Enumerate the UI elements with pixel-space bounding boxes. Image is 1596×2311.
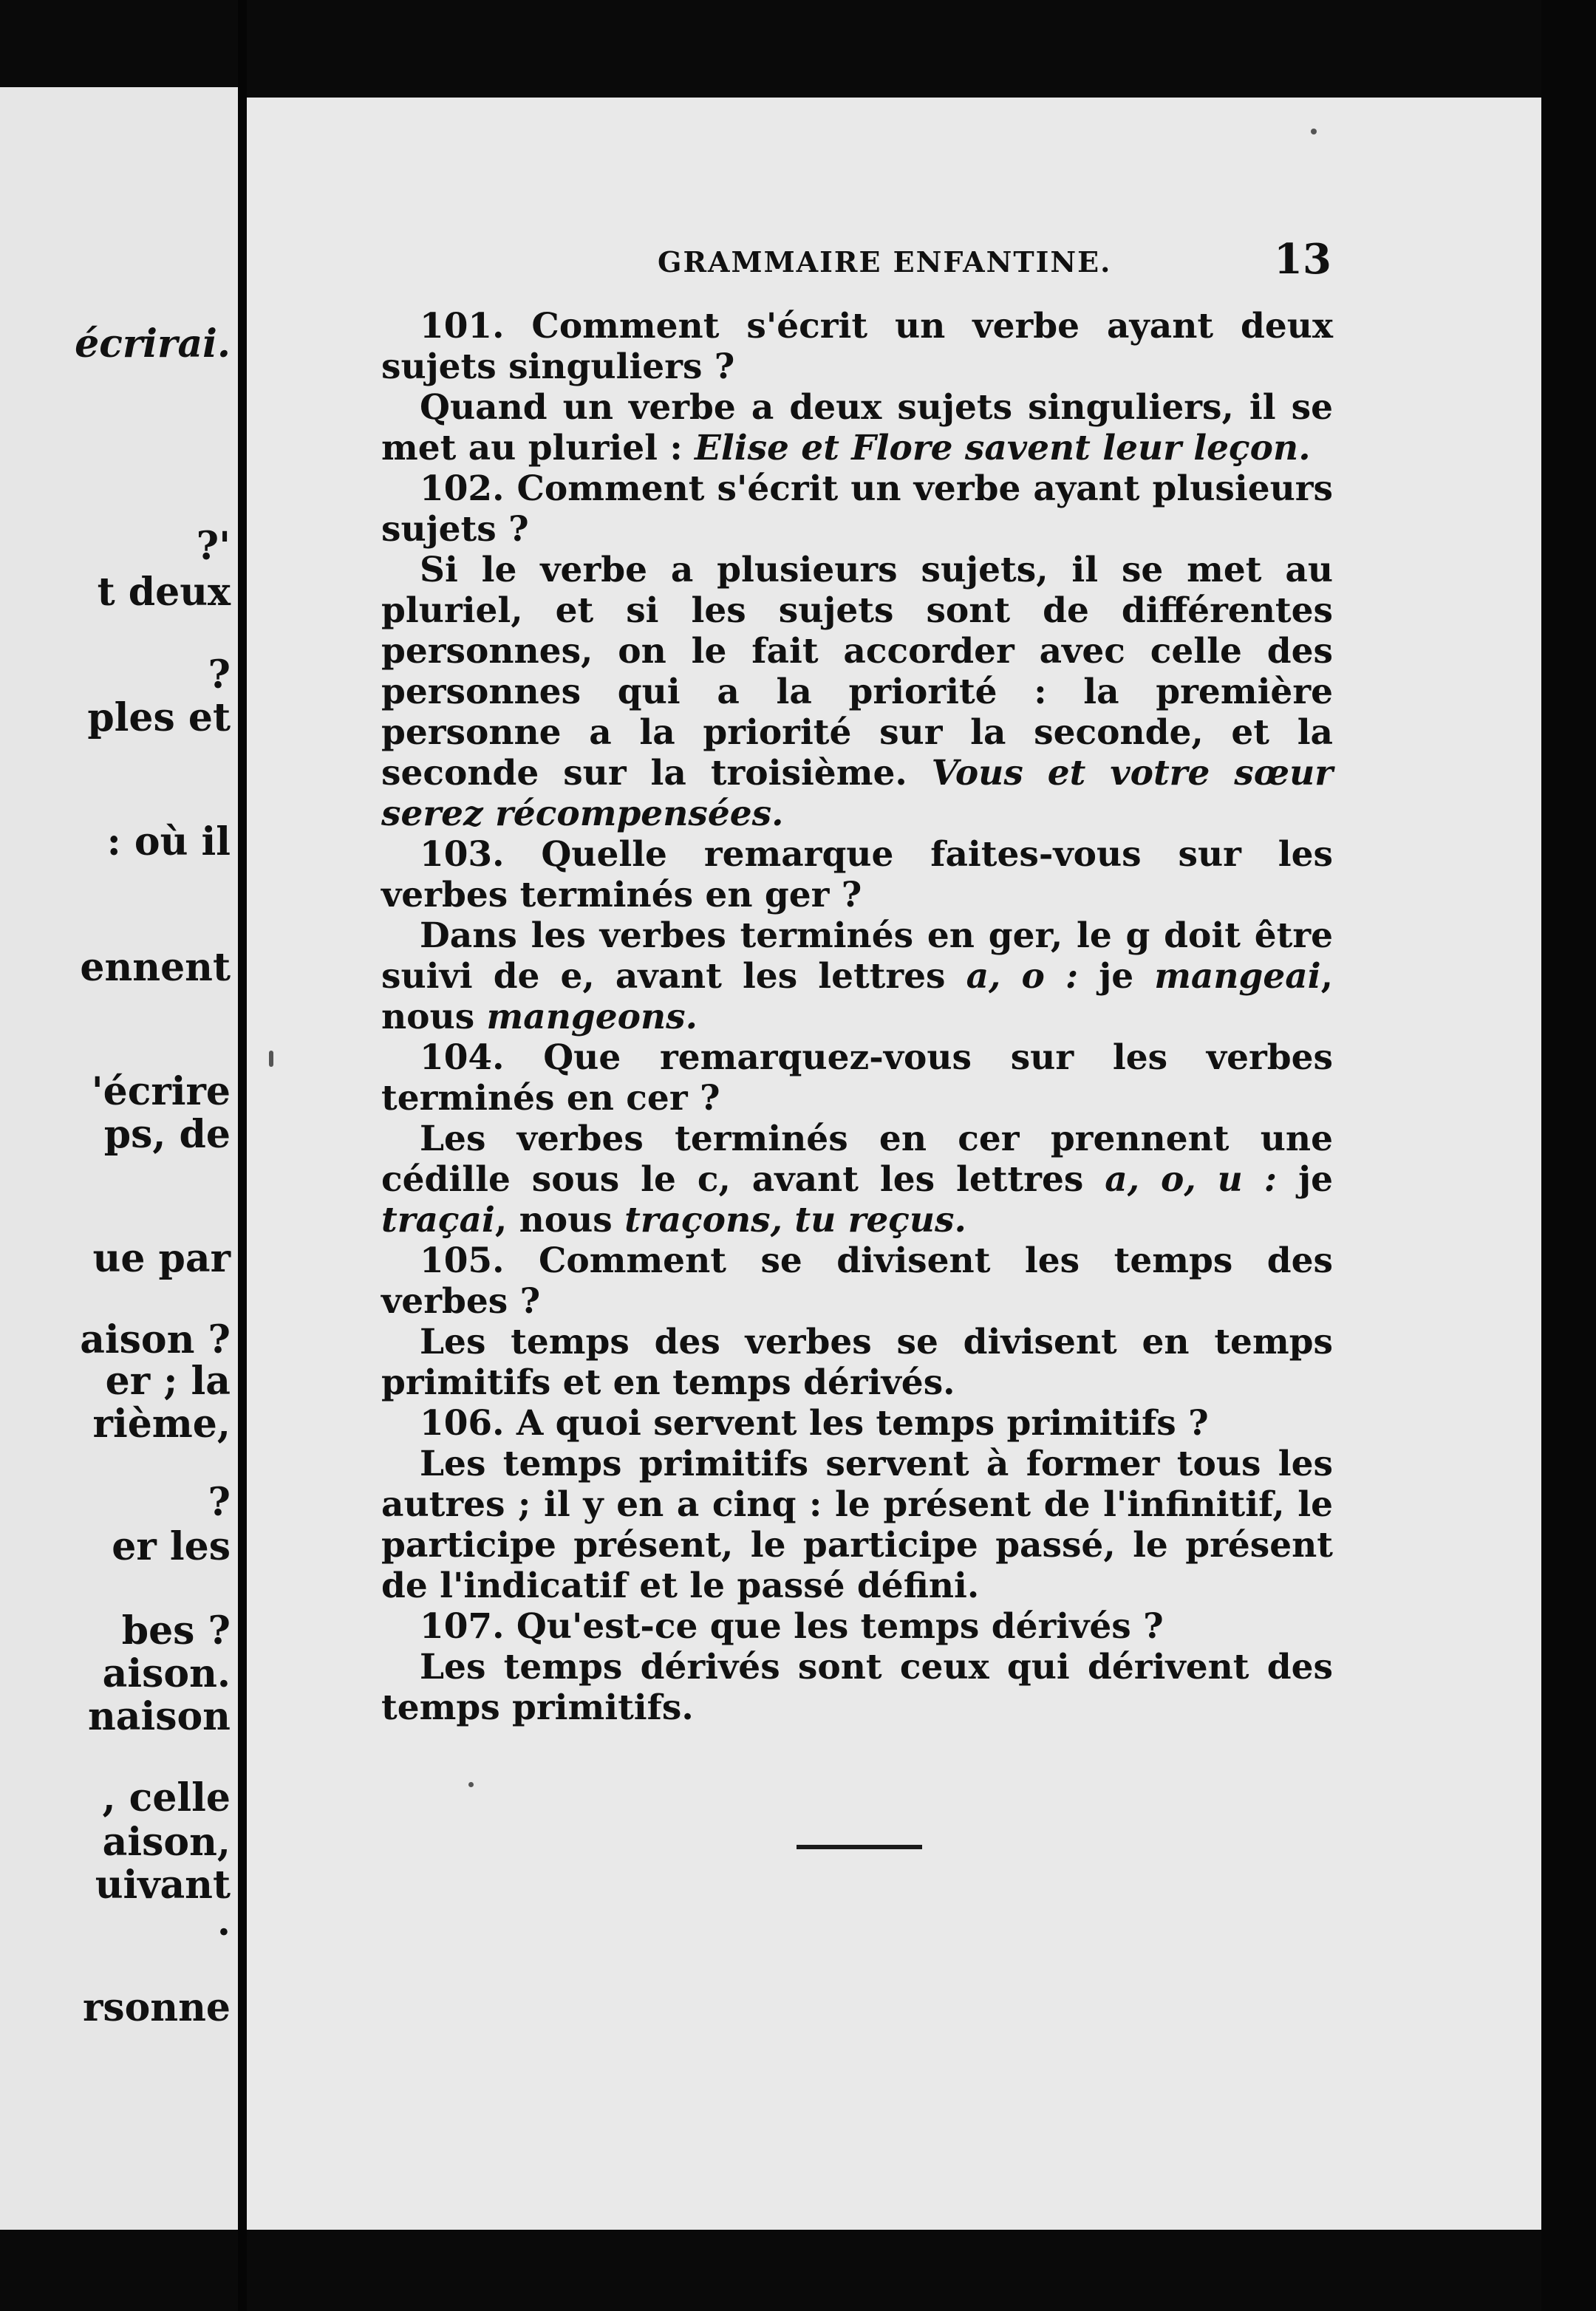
- question-106: 106. A quoi servent les temps primitifs ?: [420, 1403, 1209, 1444]
- fragment-line: , celle: [102, 1775, 231, 1820]
- fragment-line: bes ?: [121, 1608, 231, 1653]
- book-page: [247, 98, 1541, 2230]
- question-104: 104. Que remarquez-vous sur les verbes terminés en cer ?: [381, 1037, 1333, 1119]
- fragment-line: ?: [208, 1480, 231, 1525]
- question-101: 101. Comment s'écrit un verbe ayant deux sujets singuliers ?: [381, 306, 1333, 387]
- fragment-line: 'écrire: [91, 1069, 231, 1114]
- answer-106: Les temps primitifs servent à former tous les autres ; il y en a cinq : le présent de l'infinitif, le participe présent, le participe passé, le présent de l'indicatif et le passé défini.: [381, 1444, 1333, 1606]
- question-107: 107. Qu'est-ce que les temps dérivés ?: [420, 1606, 1164, 1647]
- answer-102: Si le verbe a plusieurs sujets, il se met au pluriel, et si les sujets sont de différentes personnes, on le fait accorder avec celle des personnes qui a la priorité : la première personne a la priorité sur la seconde, et la seconde sur la troisième. Vous et votre sœur serez récompensées.: [381, 550, 1334, 834]
- answer-105: Les temps des verbes se divisent en temps primitifs et en temps dérivés.: [381, 1322, 1333, 1403]
- fragment-line: aison,: [102, 1820, 231, 1865]
- question-105: 105. Comment se divisent les temps des verbes ?: [381, 1240, 1333, 1322]
- fragment-line: er les: [112, 1524, 231, 1569]
- fragment-line: uivant: [95, 1863, 231, 1908]
- answer-101: Quand un verbe a deux sujets singuliers, il se met au pluriel : Elise et Flore savent leur leçon.: [381, 387, 1333, 468]
- previous-page-fragment: [0, 87, 238, 2230]
- fragment-line: er ; la: [105, 1359, 231, 1404]
- fragment-line: ples et: [87, 695, 231, 740]
- answer-107: Les temps dérivés sont ceux qui dérivent des temps primitifs.: [381, 1647, 1333, 1728]
- example-text: Elise et Flore savent leur leçon.: [695, 428, 1311, 468]
- fragment-line: ?: [208, 652, 231, 697]
- question-103: 103. Quelle remarque faites-vous sur les verbes terminés en ger ?: [381, 834, 1333, 915]
- example-text: Vous et votre sœur serez récompensées.: [381, 753, 1334, 834]
- page-number: 13: [1274, 235, 1331, 284]
- fragment-line: ennent: [80, 945, 231, 990]
- page-header: [247, 235, 1541, 297]
- fragment-line: rième,: [92, 1402, 231, 1447]
- fragment-line: aison.: [102, 1651, 231, 1696]
- book-gutter: [238, 0, 247, 2311]
- print-speck: [269, 1051, 273, 1067]
- fragment-line: t deux: [97, 570, 231, 615]
- end-rule: [797, 1845, 922, 1849]
- fragment-line: : où il: [106, 819, 231, 864]
- fragment-line: ps, de: [103, 1112, 231, 1157]
- print-speck: [468, 1782, 474, 1787]
- fragment-line: .: [216, 1899, 231, 1945]
- print-speck: [1311, 129, 1317, 134]
- fragment-line: écrirai.: [75, 321, 231, 366]
- question-102: 102. Comment s'écrit un verbe ayant plusieurs sujets ?: [381, 468, 1333, 550]
- fragment-line: ?': [196, 524, 231, 569]
- running-title: GRAMMAIRE ENFANTINE.: [658, 245, 1112, 279]
- fragment-line: naison: [87, 1694, 231, 1739]
- fragment-line: ue par: [92, 1236, 231, 1281]
- fragment-line: rsonne: [82, 1985, 231, 2030]
- scan-border: [1541, 0, 1596, 2311]
- text-body: [381, 306, 1333, 1728]
- answer-104: Les verbes terminés en cer prennent une cédille sous le c, avant les lettres a, o, u : je traçai, nous traçons, tu reçus.: [381, 1119, 1334, 1240]
- answer-103: Dans les verbes terminés en ger, le g doit être suivi de e, avant les lettres a, o : je mangeai, nous mangeons.: [381, 915, 1333, 1037]
- fragment-line: aison ?: [80, 1317, 231, 1362]
